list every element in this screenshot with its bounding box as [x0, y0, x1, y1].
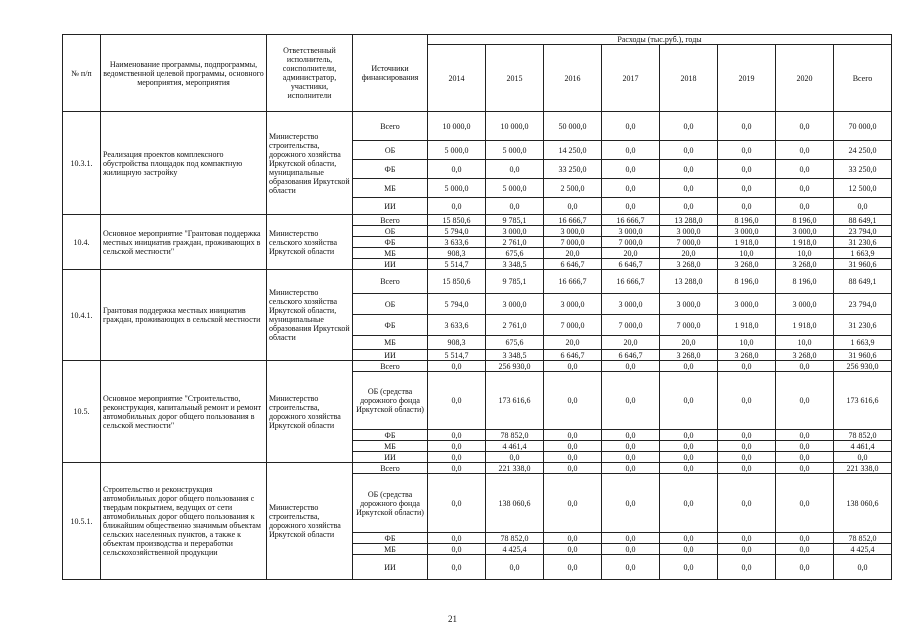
amount-cell: 3 000,0 [602, 294, 660, 315]
amount-cell: 1 918,0 [718, 237, 776, 248]
amount-cell: 0,0 [544, 441, 602, 452]
amount-cell: 3 268,0 [776, 259, 834, 270]
amount-cell: 3 000,0 [718, 226, 776, 237]
funding-source: ФБ [353, 533, 428, 544]
header-year-3: 2017 [602, 45, 660, 112]
funding-source: ИИ [353, 555, 428, 580]
amount-cell: 0,0 [428, 452, 486, 463]
amount-cell: 6 646,7 [544, 259, 602, 270]
amount-cell: 5 000,0 [428, 179, 486, 198]
amount-cell: 0,0 [660, 198, 718, 215]
amount-cell: 23 794,0 [834, 226, 892, 237]
amount-cell: 7 000,0 [660, 237, 718, 248]
amount-cell: 5 514,7 [428, 259, 486, 270]
amount-cell: 0,0 [544, 361, 602, 372]
header-year-0: 2014 [428, 45, 486, 112]
amount-cell: 31 230,6 [834, 237, 892, 248]
header-year-2: 2016 [544, 45, 602, 112]
amount-cell: 0,0 [428, 361, 486, 372]
amount-cell: 0,0 [602, 160, 660, 179]
amount-cell: 88 649,1 [834, 215, 892, 226]
header-year-1: 2015 [486, 45, 544, 112]
amount-cell: 7 000,0 [602, 237, 660, 248]
amount-cell: 8 196,0 [776, 270, 834, 294]
amount-cell: 0,0 [602, 452, 660, 463]
header-expenses: Расходы (тыс.руб.), годы [428, 35, 892, 45]
funding-source: ОБ (средства дорожного фонда Иркутской области) [353, 372, 428, 430]
amount-cell: 0,0 [428, 474, 486, 533]
amount-cell: 0,0 [544, 544, 602, 555]
amount-cell: 0,0 [544, 452, 602, 463]
item-number: 10.4.1. [63, 270, 101, 361]
amount-cell: 0,0 [660, 372, 718, 430]
amount-cell: 0,0 [544, 474, 602, 533]
amount-cell: 7 000,0 [602, 315, 660, 336]
amount-cell: 0,0 [544, 372, 602, 430]
funding-source: МБ [353, 441, 428, 452]
funding-source: ИИ [353, 198, 428, 215]
amount-cell: 88 649,1 [834, 270, 892, 294]
amount-cell: 10,0 [776, 336, 834, 350]
amount-cell: 0,0 [428, 198, 486, 215]
amount-cell: 2 761,0 [486, 237, 544, 248]
amount-cell: 5 000,0 [486, 179, 544, 198]
amount-cell: 3 268,0 [660, 259, 718, 270]
table-row [63, 270, 892, 294]
amount-cell: 20,0 [602, 336, 660, 350]
amount-cell: 0,0 [718, 361, 776, 372]
amount-cell: 3 633,6 [428, 315, 486, 336]
item-number: 10.3.1. [63, 112, 101, 215]
amount-cell: 3 348,5 [486, 350, 544, 361]
amount-cell: 0,0 [718, 452, 776, 463]
amount-cell: 3 000,0 [602, 226, 660, 237]
amount-cell: 7 000,0 [544, 315, 602, 336]
amount-cell: 0,0 [660, 141, 718, 160]
amount-cell: 6 646,7 [544, 350, 602, 361]
table-row [63, 463, 892, 474]
amount-cell: 0,0 [718, 112, 776, 141]
amount-cell: 16 666,7 [602, 215, 660, 226]
amount-cell: 31 230,6 [834, 315, 892, 336]
amount-cell: 5 794,0 [428, 294, 486, 315]
amount-cell: 3 000,0 [776, 294, 834, 315]
amount-cell: 4 461,4 [486, 441, 544, 452]
amount-cell: 3 000,0 [776, 226, 834, 237]
amount-cell: 0,0 [834, 452, 892, 463]
amount-cell: 0,0 [602, 533, 660, 544]
amount-cell: 3 268,0 [660, 350, 718, 361]
page-number: 21 [448, 614, 457, 624]
amount-cell: 3 268,0 [776, 350, 834, 361]
amount-cell: 0,0 [776, 555, 834, 580]
amount-cell: 7 000,0 [544, 237, 602, 248]
funding-source: МБ [353, 248, 428, 259]
amount-cell: 3 000,0 [486, 226, 544, 237]
amount-cell: 256 930,0 [486, 361, 544, 372]
amount-cell: 16 666,7 [544, 215, 602, 226]
amount-cell: 0,0 [660, 361, 718, 372]
item-name: Строительство и реконструкция автомобильных дорог общего пользования с твердым покрытием, ведущих от сети автомобильных дорог общего пользования к ближайшим общественно значимым объектам сельских населенных пунктов, а также к объектам производства и переработки сельскохозяйственной продукции [101, 463, 267, 580]
amount-cell: 0,0 [660, 430, 718, 441]
amount-cell: 10 000,0 [486, 112, 544, 141]
amount-cell: 0,0 [660, 544, 718, 555]
amount-cell: 0,0 [776, 179, 834, 198]
amount-cell: 138 060,6 [486, 474, 544, 533]
funding-source: ФБ [353, 430, 428, 441]
amount-cell: 0,0 [602, 430, 660, 441]
amount-cell: 10 000,0 [428, 112, 486, 141]
amount-cell: 6 646,7 [602, 259, 660, 270]
amount-cell: 0,0 [660, 179, 718, 198]
funding-source: ИИ [353, 350, 428, 361]
amount-cell: 675,6 [486, 336, 544, 350]
amount-cell: 78 852,0 [834, 430, 892, 441]
amount-cell: 0,0 [776, 463, 834, 474]
amount-cell: 0,0 [718, 441, 776, 452]
amount-cell: 0,0 [428, 430, 486, 441]
amount-cell: 3 000,0 [660, 294, 718, 315]
amount-cell: 70 000,0 [834, 112, 892, 141]
amount-cell: 3 000,0 [660, 226, 718, 237]
amount-cell: 0,0 [428, 544, 486, 555]
amount-cell: 1 918,0 [776, 315, 834, 336]
amount-cell: 0,0 [776, 361, 834, 372]
amount-cell: 0,0 [776, 141, 834, 160]
funding-source: ФБ [353, 237, 428, 248]
amount-cell: 0,0 [602, 555, 660, 580]
amount-cell: 5 794,0 [428, 226, 486, 237]
amount-cell: 0,0 [602, 544, 660, 555]
amount-cell: 10,0 [776, 248, 834, 259]
amount-cell: 0,0 [776, 160, 834, 179]
amount-cell: 221 338,0 [486, 463, 544, 474]
amount-cell: 138 060,6 [834, 474, 892, 533]
amount-cell: 3 633,6 [428, 237, 486, 248]
funding-source: ФБ [353, 160, 428, 179]
funding-source: Всего [353, 112, 428, 141]
amount-cell: 3 000,0 [544, 226, 602, 237]
item-name: Реализация проектов комплексного обустройства площадок под компактную жилищную застройку [101, 112, 267, 215]
amount-cell: 16 666,7 [602, 270, 660, 294]
funding-source: МБ [353, 179, 428, 198]
amount-cell: 5 514,7 [428, 350, 486, 361]
amount-cell: 0,0 [718, 141, 776, 160]
amount-cell: 3 348,5 [486, 259, 544, 270]
amount-cell: 0,0 [602, 463, 660, 474]
amount-cell: 0,0 [718, 160, 776, 179]
amount-cell: 78 852,0 [486, 430, 544, 441]
funding-source: ОБ [353, 294, 428, 315]
amount-cell: 3 268,0 [718, 350, 776, 361]
amount-cell: 0,0 [602, 474, 660, 533]
amount-cell: 33 250,0 [834, 160, 892, 179]
amount-cell: 173 616,6 [486, 372, 544, 430]
amount-cell: 8 196,0 [776, 215, 834, 226]
funding-source: МБ [353, 544, 428, 555]
amount-cell: 3 268,0 [718, 259, 776, 270]
amount-cell: 24 250,0 [834, 141, 892, 160]
amount-cell: 0,0 [660, 533, 718, 544]
amount-cell: 0,0 [776, 112, 834, 141]
amount-cell: 0,0 [486, 555, 544, 580]
amount-cell: 0,0 [718, 544, 776, 555]
amount-cell: 908,3 [428, 336, 486, 350]
amount-cell: 0,0 [544, 198, 602, 215]
budget-table [62, 34, 892, 580]
amount-cell: 0,0 [776, 372, 834, 430]
amount-cell: 0,0 [776, 452, 834, 463]
amount-cell: 4 461,4 [834, 441, 892, 452]
header-name: Наименование программы, подпрограммы, ведомственной целевой программы, основного мероприятия, мероприятия [101, 35, 267, 112]
amount-cell: 0,0 [718, 463, 776, 474]
amount-cell: 0,0 [776, 474, 834, 533]
amount-cell: 16 666,7 [544, 270, 602, 294]
amount-cell: 0,0 [834, 198, 892, 215]
amount-cell: 0,0 [718, 198, 776, 215]
amount-cell: 12 500,0 [834, 179, 892, 198]
amount-cell: 0,0 [776, 544, 834, 555]
amount-cell: 0,0 [834, 555, 892, 580]
amount-cell: 1 918,0 [718, 315, 776, 336]
item-responsible: Министерство сельского хозяйства Иркутской области, муниципальные образования Иркутской области [267, 270, 353, 361]
amount-cell: 0,0 [428, 533, 486, 544]
amount-cell: 0,0 [602, 179, 660, 198]
amount-cell: 0,0 [660, 441, 718, 452]
funding-source: Всего [353, 361, 428, 372]
item-name: Грантовая поддержка местных инициатив граждан, проживающих в сельской местности [101, 270, 267, 361]
amount-cell: 20,0 [660, 248, 718, 259]
amount-cell: 0,0 [602, 141, 660, 160]
amount-cell: 2 761,0 [486, 315, 544, 336]
amount-cell: 15 850,6 [428, 215, 486, 226]
table-row [63, 361, 892, 372]
amount-cell: 0,0 [776, 198, 834, 215]
funding-source: ОБ (средства дорожного фонда Иркутской области) [353, 474, 428, 533]
item-responsible: Министерство сельского хозяйства Иркутской области [267, 215, 353, 270]
item-name: Основное мероприятие "Строительство, реконструкция, капитальный ремонт и ремонт автомобильных дорог общего пользования в сельской местности" [101, 361, 267, 463]
amount-cell: 3 000,0 [718, 294, 776, 315]
amount-cell: 10,0 [718, 248, 776, 259]
amount-cell: 10,0 [718, 336, 776, 350]
amount-cell: 1 663,9 [834, 336, 892, 350]
amount-cell: 31 960,6 [834, 350, 892, 361]
amount-cell: 0,0 [428, 441, 486, 452]
amount-cell: 33 250,0 [544, 160, 602, 179]
table-row [63, 112, 892, 141]
amount-cell: 0,0 [544, 533, 602, 544]
amount-cell: 0,0 [544, 430, 602, 441]
header-source: Источники финансирования [353, 35, 428, 112]
amount-cell: 0,0 [660, 452, 718, 463]
amount-cell: 78 852,0 [834, 533, 892, 544]
amount-cell: 3 000,0 [544, 294, 602, 315]
amount-cell: 78 852,0 [486, 533, 544, 544]
header-year-5: 2019 [718, 45, 776, 112]
amount-cell: 0,0 [660, 555, 718, 580]
amount-cell: 20,0 [544, 248, 602, 259]
amount-cell: 0,0 [660, 474, 718, 533]
amount-cell: 1 663,9 [834, 248, 892, 259]
header-year-7: Всего [834, 45, 892, 112]
amount-cell: 4 425,4 [486, 544, 544, 555]
amount-cell: 0,0 [776, 533, 834, 544]
amount-cell: 0,0 [602, 372, 660, 430]
amount-cell: 9 785,1 [486, 215, 544, 226]
funding-source: Всего [353, 270, 428, 294]
amount-cell: 8 196,0 [718, 215, 776, 226]
amount-cell: 0,0 [660, 463, 718, 474]
item-name: Основное мероприятие "Грантовая поддержка местных инициатив граждан, проживающих в сельской местности" [101, 215, 267, 270]
amount-cell: 675,6 [486, 248, 544, 259]
funding-source: ИИ [353, 452, 428, 463]
amount-cell: 13 288,0 [660, 215, 718, 226]
amount-cell: 4 425,4 [834, 544, 892, 555]
amount-cell: 0,0 [660, 112, 718, 141]
amount-cell: 0,0 [428, 555, 486, 580]
amount-cell: 2 500,0 [544, 179, 602, 198]
item-number: 10.4. [63, 215, 101, 270]
item-number: 10.5.1. [63, 463, 101, 580]
funding-source: ИИ [353, 259, 428, 270]
amount-cell: 908,3 [428, 248, 486, 259]
amount-cell: 0,0 [602, 112, 660, 141]
header-num: № п/п [63, 35, 101, 112]
funding-source: Всего [353, 463, 428, 474]
header-year-4: 2018 [660, 45, 718, 112]
funding-source: ОБ [353, 226, 428, 237]
funding-source: ФБ [353, 315, 428, 336]
amount-cell: 31 960,6 [834, 259, 892, 270]
amount-cell: 0,0 [428, 160, 486, 179]
amount-cell: 0,0 [718, 430, 776, 441]
amount-cell: 0,0 [718, 179, 776, 198]
amount-cell: 0,0 [486, 160, 544, 179]
amount-cell: 9 785,1 [486, 270, 544, 294]
amount-cell: 0,0 [718, 372, 776, 430]
amount-cell: 1 918,0 [776, 237, 834, 248]
item-responsible: Министерство строительства, дорожного хозяйства Иркутской области [267, 463, 353, 580]
amount-cell: 8 196,0 [718, 270, 776, 294]
amount-cell: 5 000,0 [428, 141, 486, 160]
funding-source: ОБ [353, 141, 428, 160]
amount-cell: 20,0 [660, 336, 718, 350]
amount-cell: 0,0 [776, 441, 834, 452]
amount-cell: 0,0 [602, 198, 660, 215]
amount-cell: 7 000,0 [660, 315, 718, 336]
table-row [63, 215, 892, 226]
item-number: 10.5. [63, 361, 101, 463]
amount-cell: 0,0 [428, 463, 486, 474]
amount-cell: 256 930,0 [834, 361, 892, 372]
amount-cell: 20,0 [544, 336, 602, 350]
item-responsible: Министерство строительства, дорожного хозяйства Иркутской области [267, 361, 353, 463]
amount-cell: 0,0 [486, 452, 544, 463]
amount-cell: 0,0 [660, 160, 718, 179]
header-year-6: 2020 [776, 45, 834, 112]
amount-cell: 0,0 [602, 441, 660, 452]
amount-cell: 13 288,0 [660, 270, 718, 294]
amount-cell: 6 646,7 [602, 350, 660, 361]
amount-cell: 0,0 [428, 372, 486, 430]
amount-cell: 50 000,0 [544, 112, 602, 141]
amount-cell: 0,0 [718, 555, 776, 580]
amount-cell: 0,0 [602, 361, 660, 372]
amount-cell: 173 616,6 [834, 372, 892, 430]
amount-cell: 5 000,0 [486, 141, 544, 160]
amount-cell: 221 338,0 [834, 463, 892, 474]
amount-cell: 15 850,6 [428, 270, 486, 294]
amount-cell: 14 250,0 [544, 141, 602, 160]
item-responsible: Министерство строительства, дорожного хозяйства Иркутской области, муниципальные образования Иркутской области [267, 112, 353, 215]
amount-cell: 0,0 [776, 430, 834, 441]
funding-source: Всего [353, 215, 428, 226]
amount-cell: 0,0 [718, 533, 776, 544]
amount-cell: 3 000,0 [486, 294, 544, 315]
amount-cell: 0,0 [486, 198, 544, 215]
amount-cell: 20,0 [602, 248, 660, 259]
amount-cell: 0,0 [544, 555, 602, 580]
amount-cell: 0,0 [544, 463, 602, 474]
funding-source: МБ [353, 336, 428, 350]
header-responsible: Ответственный исполнитель, соисполнители, администратор, участники, исполнители [267, 35, 353, 112]
amount-cell: 23 794,0 [834, 294, 892, 315]
amount-cell: 0,0 [718, 474, 776, 533]
